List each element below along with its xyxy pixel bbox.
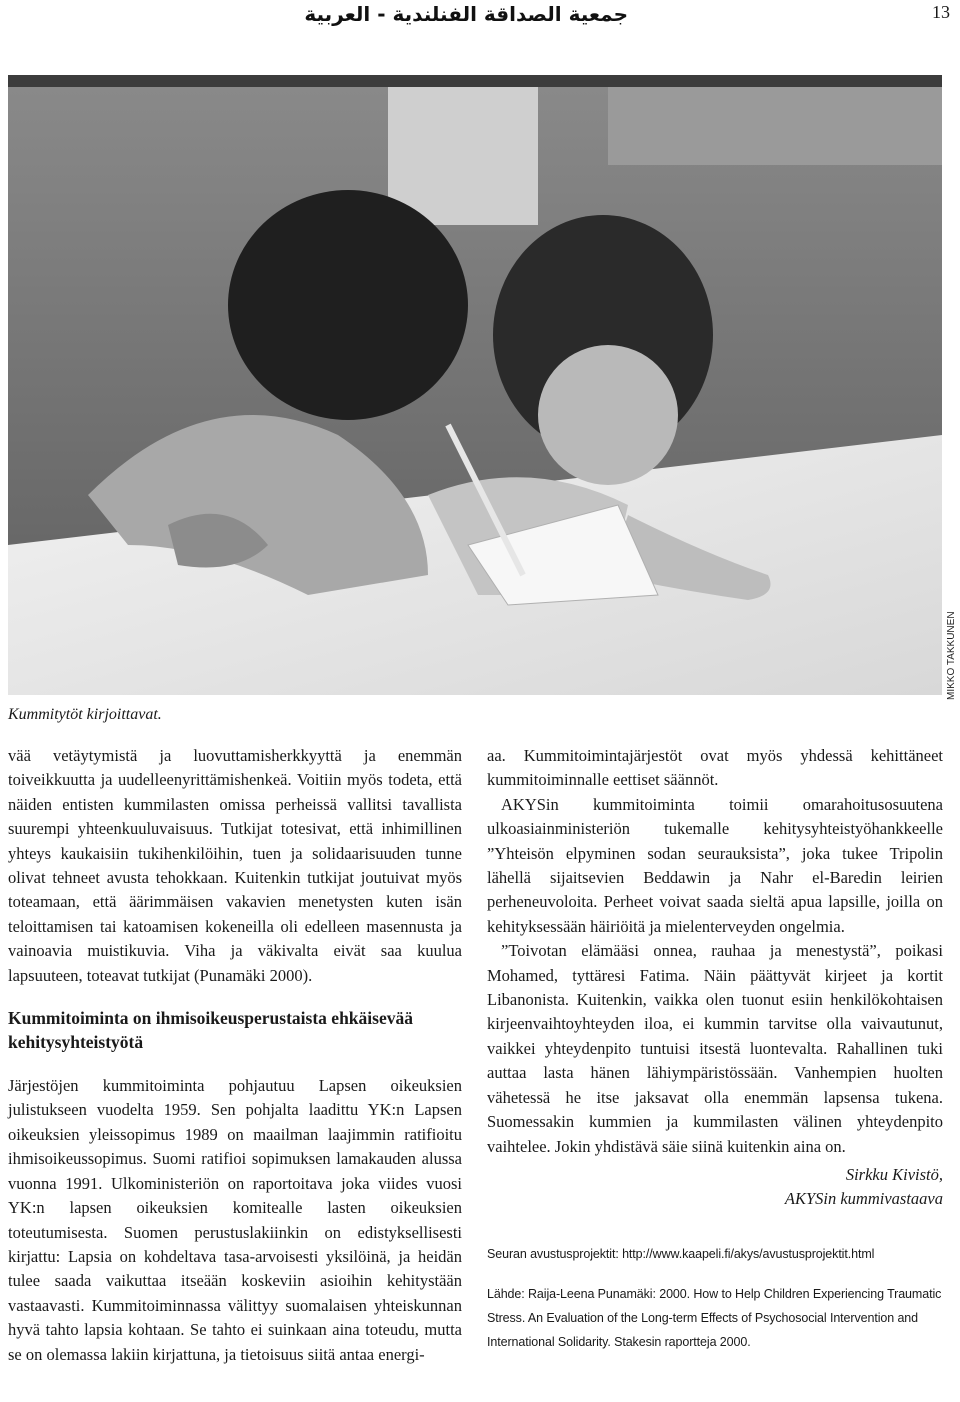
signature-name: Sirkku Kivistö,	[845, 1164, 943, 1184]
body-paragraph: aa. Kummitoimintajärjestöt ovat myös yhdessä kehittäneet kummitoiminnalle eettiset säännöt.	[487, 746, 943, 790]
photo-caption: Kummitytöt kirjoittavat.	[8, 706, 162, 723]
source-note: Lähde: Raija-Leena Punamäki: 2000. How to Help Children Experiencing Traumatic Stress. An Evaluation of the Long-term Effects of Psychosocial Intervention and International Solidarity. Stakesin raportteja 2000.	[487, 1286, 942, 1349]
body-paragraph: Järjestöjen kummitoiminta pohjautuu Lapsen oikeuksien julistukseen vuodelta 1959. Sen pohjalta laadittu YK:n Lapsen oikeuksien yleissopimus 1989 on maailman laajimmin ratifioitu ihmisoikeussopimus. Suomi ratifioi sopimuksen lamakauden alussa vuonna 1991. Ulkoministeriön on raportoitava joka viides vuosi YK:n lapsen oikeuksien komitealle lasten oikeuksien toteutumisesta. Suomen perustuslakiinkin on edistyksellisesti kirjattu: Lapsia on kohdeltava tasa-arvoisesti yksilöinä, ja heidän tulee saada vaikuttaa itseään koskeviin asioihin kehitystään vastaavasti. Kummitoiminnassa välittyy suomalaisen yhteiskunnan hyvä tahto lapsia kohtaan. Se tahto ei suinkaan aina toteudu, mutta se on olemassa lakiin kirjattuna, ja tietoisuus siitä antaa energi-	[8, 1076, 462, 1364]
photo-credit: MIKKO TAKKUNEN	[946, 611, 957, 700]
page-number: 13	[932, 2, 950, 22]
photo-illustration	[8, 75, 942, 695]
body-paragraph: AKYSin kummitoiminta toimii omarahoitusosuutena ulkoasiainministeriön tukemalle kehitysyhteistyöhankkeelle ”Yhteisön elpyminen sodan seurauksista”, joka tukee Tripolin lähellä sijaitsevien Beddawin ja Nahr el-Baredin leirien perheneuvoloita. Perheet voivat saada sieltä apua lapsille, joilla on kehityksessään häiriöitä ja mielenterveyden ongelmia.	[487, 794, 943, 936]
body-paragraph: vää vetäytymistä ja luovuttamisherkkyyttä ja enemmän toiveikkuutta ja uudelleenyrittämishenkeä. Voitiin myös todeta, että näiden entisten kummilasten omissa perheissä vallitsi tavallista suurempi yhteenkuuluvaisuus. Tutkijat totesivat, että inhimillinen yhteys kaukaisiin tukihenkilöihin, tuen ja solidaarisuuden tunne olivat tehneet avusta tehokkaan. Kuitenkin tutkijat joutuivat myös toteamaan, että äärimmäisen vakavien menetysten kuten isän teloittamisen tai katoamisen kokeneilla oli edelleen masennusta ja vainoavia muistikuvia. Viha ja väkivalta eivät saa kuulua lapsuuteen, toteavat tutkijat (Punamäki 2000).	[8, 746, 462, 985]
society-title-arabic: جمعية الصداقة الفنلندية - العربية	[304, 2, 628, 26]
signature-role: AKYSin kummivastaava	[784, 1189, 943, 1209]
left-column	[8, 744, 462, 1367]
photo-girls-writing	[8, 75, 942, 695]
body-paragraph: ”Toivotan elämääsi onnea, rauhaa ja menestystä”, poikasi Mohamed, tyttäresi Fatima. Näin päättyvät kirjeet ja kortit Libanonista. Kuitenkin, vaikka olen tuonut esiin henkilökohtaisen kirjeenvaihtoyhteyden iloa, ei kummin tarvitse olla vaivautunut, vaikkei yhteydenpito tuntuisi itsestä luontevalta. Rahallinen tuki auttaa lasta hänen lähiympäristössään. Vanhempien huolten vähetessä he itse jaksavat olla enemmän lapsensa tukena. Suomessakin kummien ja kummilasten välinen yhteydenpito vaihtelee. Jokin yhdistävä säie siinä kuitenkin aina on.	[487, 941, 943, 1156]
projects-link-note: Seuran avustusprojektit: http://www.kaapeli.fi/akys/avustusprojektit.html	[487, 1246, 875, 1261]
right-column	[487, 744, 943, 1354]
section-heading: Kummitoiminta on ihmisoikeusperustaista ehkäisevää kehitysyhteistyötä	[8, 1008, 413, 1053]
